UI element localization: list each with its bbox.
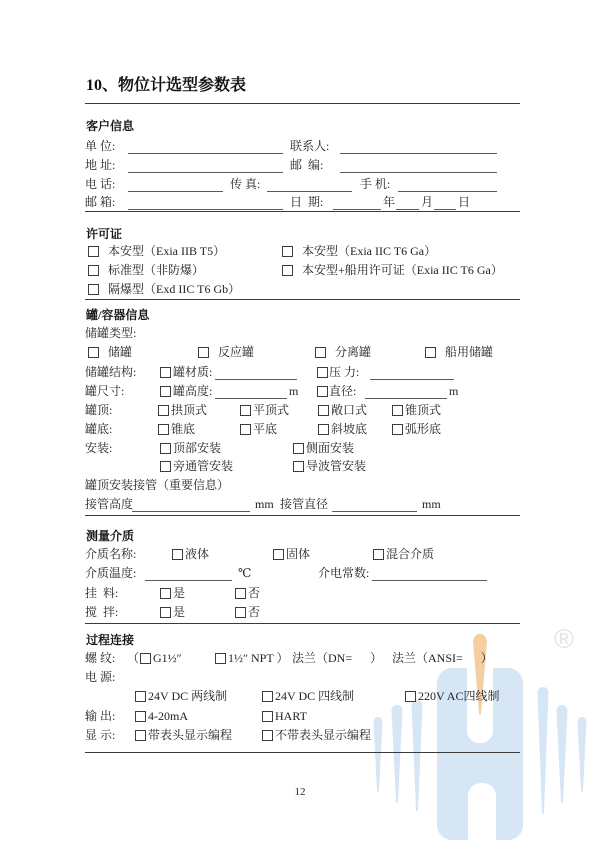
checkbox-hart[interactable]	[262, 711, 273, 722]
divider	[85, 211, 520, 212]
fill-line-pressure	[370, 379, 454, 380]
divider	[85, 752, 520, 753]
label-tank-height: 罐高度:	[173, 384, 213, 398]
fill-line-tank-height	[215, 398, 287, 399]
checkbox-thread-g[interactable]	[140, 653, 151, 664]
fill-line-temp	[145, 580, 232, 581]
form-row	[85, 728, 545, 745]
option-marine: 本安型+船用许可证（Exia IIC T6 Ga）	[302, 263, 503, 277]
checkbox-mixed[interactable]	[373, 549, 384, 560]
form-row	[85, 497, 545, 514]
option-flat-bottom: 平底	[253, 422, 278, 436]
form-row	[85, 326, 545, 343]
checkbox-sloped-bottom[interactable]	[318, 424, 329, 435]
unit-mm: mm	[422, 497, 441, 511]
checkbox-with-display[interactable]	[135, 730, 146, 741]
section-heading-tank: 罐/容器信息	[86, 308, 150, 322]
form-row	[85, 478, 545, 495]
label-day: 日	[458, 195, 471, 209]
fill-line-dielectric	[372, 580, 487, 581]
option-24vdc-4wire: 24V DC 四线制	[275, 689, 355, 703]
fill-line-day	[434, 209, 456, 210]
fill-line-material	[215, 379, 297, 380]
divider	[85, 103, 520, 104]
fill-line-email	[128, 209, 283, 210]
option-thread-g: G1½″	[153, 651, 182, 665]
form-row	[85, 158, 545, 175]
option-dished-bottom: 弧形底	[405, 422, 442, 436]
label-medium-temp: 介质温度:	[85, 566, 137, 580]
label-display: 显 示:	[85, 728, 116, 742]
checkbox-marine-tank[interactable]	[425, 347, 436, 358]
checkbox-tank-height[interactable]	[160, 386, 171, 397]
label-nozzle-heading: 罐顶安装接管（重要信息）	[85, 478, 230, 492]
label-buildup: 挂 料:	[85, 586, 119, 600]
option-without-display: 不带表头显示编程	[275, 728, 372, 742]
divider	[85, 623, 520, 624]
checkbox-bypass-mount[interactable]	[160, 461, 171, 472]
form-row	[85, 139, 545, 156]
checkbox-flat-roof[interactable]	[240, 405, 251, 416]
form-row	[85, 195, 545, 212]
option-exia-iib: 本安型（Exia IIB T5）	[108, 244, 226, 258]
label-dielectric: 介电常数:	[318, 566, 370, 580]
label-diameter: 直径:	[329, 384, 357, 398]
label-tank-type: 储罐类型:	[85, 326, 137, 340]
option-exia-iic: 本安型（Exia IIC T6 Ga）	[302, 244, 437, 258]
checkbox-side-mount[interactable]	[293, 443, 304, 454]
checkbox-dome-roof[interactable]	[158, 405, 169, 416]
label-flange-ansi: 法兰（ANSI= ）	[392, 651, 493, 665]
form-row	[85, 605, 545, 622]
label-pressure: 压 力:	[329, 365, 360, 379]
label-power: 电 源:	[85, 670, 116, 684]
label-mobile: 手 机:	[360, 177, 391, 191]
fill-line-postcode	[340, 172, 497, 173]
label-contact: 联系人:	[290, 139, 330, 153]
section-heading-license: 许可证	[86, 227, 123, 241]
option-cone-roof: 锥顶式	[405, 403, 442, 417]
fill-line-year	[333, 209, 381, 210]
checkbox-top-mount[interactable]	[160, 443, 171, 454]
label-postcode: 邮 编:	[290, 158, 324, 172]
label-phone: 电 话:	[85, 177, 116, 191]
checkbox-cone-roof[interactable]	[392, 405, 403, 416]
section-heading-process: 过程连接	[86, 633, 135, 647]
page-title: 10、物位计选型参数表	[86, 77, 247, 94]
fill-line-mobile	[398, 191, 497, 192]
label-fax: 传 真:	[230, 177, 261, 191]
checkbox-4-20ma[interactable]	[135, 711, 146, 722]
checkbox-buildup-yes[interactable]	[160, 588, 171, 599]
checkbox-tank-material[interactable]	[160, 367, 171, 378]
option-flat-roof: 平顶式	[253, 403, 290, 417]
option-bypass-mount: 旁通管安装	[173, 459, 234, 473]
option-separator-tank: 分离罐	[335, 345, 372, 359]
unit-m: m	[289, 384, 299, 398]
option-hart: HART	[275, 709, 307, 723]
label-tank-material: 罐材质:	[173, 365, 213, 379]
checkbox-stillwell-mount[interactable]	[293, 461, 304, 472]
label-tank-bottom: 罐底:	[85, 422, 113, 436]
option-buildup-no: 否	[248, 586, 261, 600]
form-row	[85, 459, 545, 476]
option-cone-bottom: 锥底	[171, 422, 196, 436]
label-month: 月	[421, 195, 434, 209]
checkbox-without-display[interactable]	[262, 730, 273, 741]
checkbox-24vdc-4wire[interactable]	[262, 691, 273, 702]
option-solid: 固体	[286, 547, 311, 561]
form-row	[85, 566, 545, 583]
option-standard: 标准型（非防爆）	[108, 263, 205, 277]
checkbox-cone-bottom[interactable]	[158, 424, 169, 435]
fill-line-contact	[340, 153, 497, 154]
checkbox-pressure[interactable]	[317, 367, 328, 378]
checkbox-flat-bottom[interactable]	[240, 424, 251, 435]
option-thread-npt: 1½″ NPT ）	[228, 651, 289, 665]
fill-line-phone	[128, 191, 223, 192]
checkbox-storage-tank[interactable]	[88, 347, 99, 358]
checkbox-diameter[interactable]	[317, 386, 328, 397]
label-flange-dn: 法兰（DN= ）	[292, 651, 383, 665]
checkbox-24vdc-2wire[interactable]	[135, 691, 146, 702]
label-tank-top: 罐顶:	[85, 403, 113, 417]
label-year: 年	[383, 195, 396, 209]
label-medium-name: 介质名称:	[85, 547, 137, 561]
label-nozzle-diameter: 接管直径	[280, 497, 329, 511]
option-side-mount: 侧面安装	[306, 441, 355, 455]
option-stillwell-mount: 导波管安装	[306, 459, 367, 473]
page-number: 12	[294, 786, 306, 798]
checkbox-exia-iib[interactable]	[88, 246, 99, 257]
form-row	[85, 345, 545, 362]
fill-line-month	[396, 209, 419, 210]
checkbox-220vac-4wire[interactable]	[405, 691, 416, 702]
checkbox-stirring-yes[interactable]	[160, 607, 171, 618]
option-stirring-yes: 是	[173, 605, 186, 619]
unit-mm: mm	[255, 497, 274, 511]
unit-m: m	[449, 384, 459, 398]
label-stirring: 搅 拌:	[85, 605, 119, 619]
section-heading-customer: 客户信息	[86, 119, 135, 133]
option-open-top: 敞口式	[331, 403, 368, 417]
fill-line-diameter	[365, 398, 447, 399]
paren-open: （	[127, 651, 140, 665]
label-tank-structure: 储罐结构:	[85, 365, 137, 379]
fill-line-fax	[267, 191, 352, 192]
form-row	[85, 547, 545, 564]
option-4-20ma: 4-20mA	[148, 709, 188, 723]
option-stirring-no: 否	[248, 605, 261, 619]
form-row	[85, 244, 545, 261]
checkbox-standard[interactable]	[88, 265, 99, 276]
checkbox-exia-iic[interactable]	[282, 246, 293, 257]
registered-trademark-icon: ®	[554, 624, 574, 654]
checkbox-stirring-no[interactable]	[235, 607, 246, 618]
fill-line-address	[128, 172, 283, 173]
checkbox-separator-tank[interactable]	[315, 347, 326, 358]
section-heading-medium: 测量介质	[86, 529, 135, 543]
form-row	[85, 282, 545, 299]
form-row	[85, 586, 545, 603]
form-row	[85, 651, 545, 668]
label-output: 输 出:	[85, 709, 116, 723]
label-company: 单 位:	[85, 139, 116, 153]
fill-line-nozzle-height	[132, 511, 250, 512]
option-mixed: 混合介质	[386, 547, 435, 561]
option-exd: 隔爆型（Exd IIC T6 Gb）	[108, 282, 241, 296]
option-marine-tank: 船用储罐	[445, 345, 494, 359]
form-row	[85, 403, 545, 420]
form-row	[85, 441, 545, 458]
divider	[85, 515, 520, 516]
label-email: 邮 箱:	[85, 195, 116, 209]
option-top-mount: 顶部安装	[173, 441, 222, 455]
option-with-display: 带表头显示编程	[148, 728, 233, 742]
divider	[85, 299, 520, 300]
label-nozzle-height: 接管高度	[85, 497, 134, 511]
label-thread: 螺 纹:	[85, 651, 116, 665]
checkbox-exd[interactable]	[88, 284, 99, 295]
form-row	[85, 384, 545, 401]
checkbox-buildup-no[interactable]	[235, 588, 246, 599]
option-liquid: 液体	[185, 547, 210, 561]
form-row	[85, 709, 545, 726]
checkbox-reactor-tank[interactable]	[198, 347, 209, 358]
label-address: 地 址:	[85, 158, 116, 172]
unit-celsius: ℃	[238, 566, 252, 580]
option-buildup-yes: 是	[173, 586, 186, 600]
form-row	[85, 689, 545, 706]
form-row	[85, 177, 545, 194]
checkbox-marine[interactable]	[282, 265, 293, 276]
option-sloped-bottom: 斜坡底	[331, 422, 368, 436]
form-row	[85, 365, 545, 382]
checkbox-open-top[interactable]	[318, 405, 329, 416]
option-24vdc-2wire: 24V DC 两线制	[148, 689, 228, 703]
option-220vac-4wire: 220V AC四线制	[418, 689, 500, 703]
form-row	[85, 263, 545, 280]
option-dome-roof: 拱顶式	[171, 403, 208, 417]
form-row	[85, 422, 545, 439]
label-install: 安装:	[85, 441, 113, 455]
checkbox-thread-npt[interactable]	[215, 653, 226, 664]
label-tank-size: 罐尺寸:	[85, 384, 125, 398]
checkbox-liquid[interactable]	[172, 549, 183, 560]
checkbox-dished-bottom[interactable]	[392, 424, 403, 435]
fill-line-company	[128, 153, 283, 154]
checkbox-solid[interactable]	[273, 549, 284, 560]
option-reactor-tank: 反应罐	[218, 345, 255, 359]
option-storage-tank: 储罐	[108, 345, 133, 359]
fill-line-nozzle-diameter	[332, 511, 417, 512]
form-row	[85, 670, 545, 687]
label-date: 日 期:	[290, 195, 324, 209]
